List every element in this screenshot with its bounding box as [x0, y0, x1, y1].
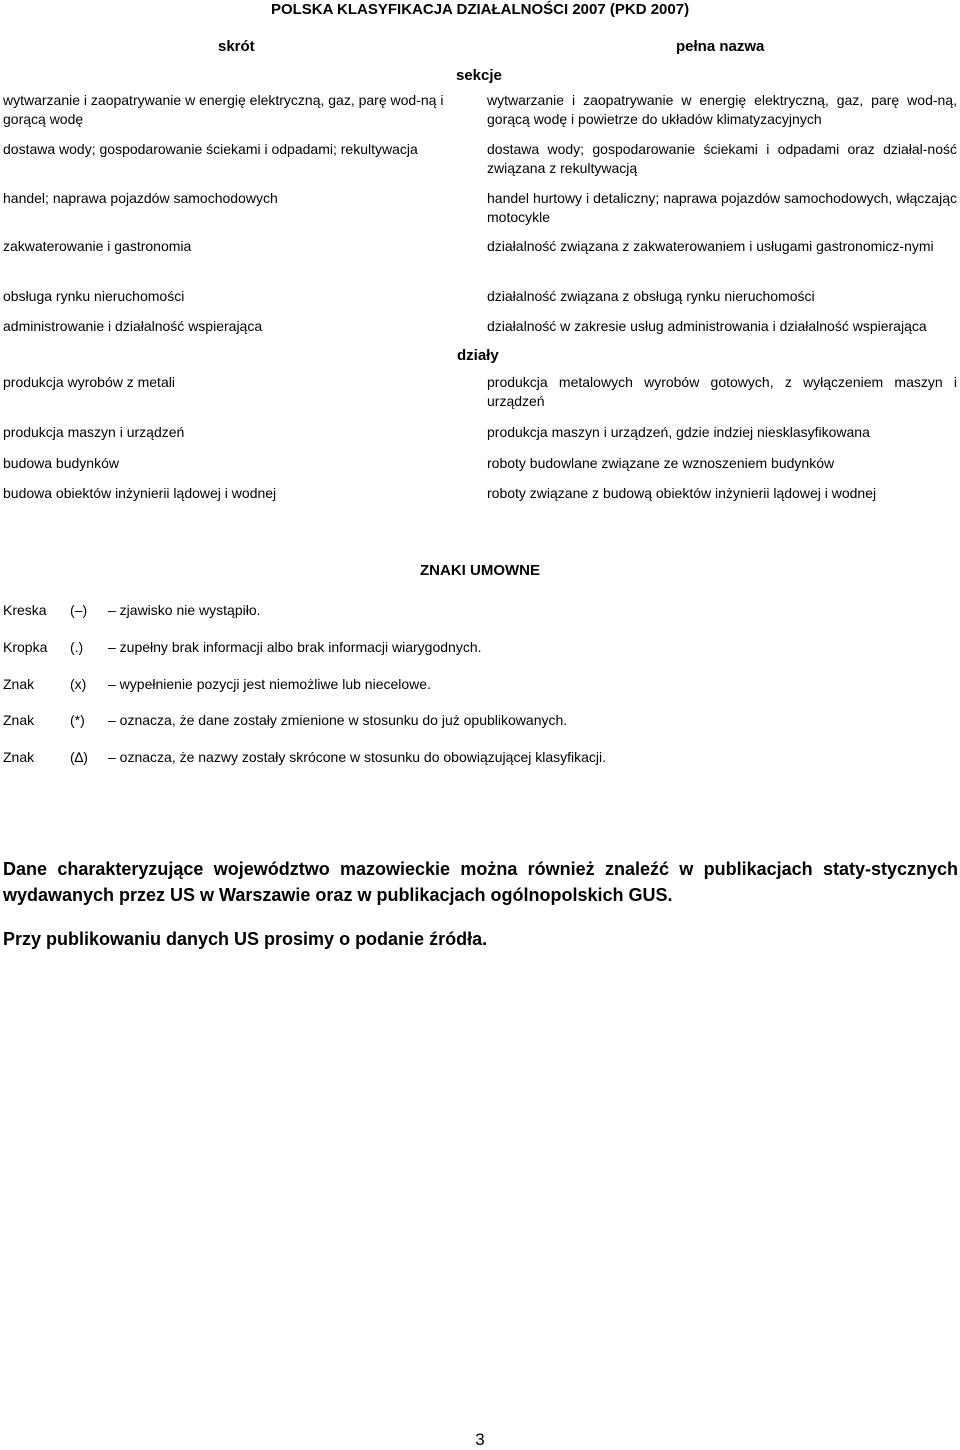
division-full-name: produkcja metalowych wyrobów gotowych, z wyłączeniem maszyn i urządzeń — [487, 374, 957, 409]
legend-row — [0, 639, 960, 659]
section-short-name: zakwaterowanie i gastronomia — [3, 238, 192, 254]
legend-term: Kreska — [3, 602, 47, 618]
division-short-name: budowa obiektów inżynierii lądowej i wodnej — [3, 485, 277, 501]
division-full-name: roboty budowlane związane ze wznoszeniem budynków — [487, 455, 835, 471]
legend-term: Znak — [3, 712, 35, 728]
section-short-name: handel; naprawa pojazdów samochodowych — [3, 190, 278, 206]
legend-term: Znak — [3, 676, 35, 692]
section-short-name: dostawa wody; gospodarowanie ściekami i odpadami; rekultywacja — [3, 141, 418, 157]
division-full-name: roboty związane z budową obiektów inżynierii lądowej i wodnej — [487, 485, 877, 501]
legend-description: – oznacza, że dane zostały zmienione w stosunku do już opublikowanych. — [108, 712, 568, 728]
page-title: POLSKA KLASYFIKACJA DZIAŁALNOŚCI 2007 (PKD 2007) — [270, 1, 690, 18]
legend-symbol: (*) — [70, 712, 85, 728]
section-short-name: wytwarzanie i zaopatrywanie w energię elektryczną, gaz, parę wod-ną i gorącą wodę — [3, 92, 444, 127]
legend-symbol: (x) — [70, 676, 87, 692]
section-short-name: administrowanie i działalność wspierająca — [3, 318, 263, 334]
section-short-name: obsługa rynku nieruchomości — [3, 288, 185, 304]
legend-description: – oznacza, że nazwy zostały skrócone w stosunku do obowiązującej klasyfikacji. — [108, 749, 607, 765]
section-full-name: wytwarzanie i zaopatrywanie w energię elektryczną, gaz, parę wod-ną, gorącą wodę i powietrze do układów klimatyzacyjnych — [487, 92, 957, 127]
header-short: skrót — [218, 38, 255, 55]
section-full-name: działalność związana z obsługą rynku nieruchomości — [487, 288, 815, 304]
legend-row — [0, 602, 960, 622]
section-full-name: działalność związana z zakwaterowaniem i usługami gastronomicz-nymi — [487, 238, 934, 254]
division-short-name: produkcja maszyn i urządzeń — [3, 424, 185, 440]
division-short-name: budowa budynków — [3, 455, 119, 471]
section-full-name: handel hurtowy i detaliczny; naprawa pojazdów samochodowych, włączając motocykle — [487, 190, 957, 225]
legend-term: Znak — [3, 749, 35, 765]
divisions-label: działy — [457, 347, 499, 364]
section-full-name: działalność w zakresie usług administrowania i działalność wspierająca — [487, 318, 927, 334]
page-number: 3 — [475, 1430, 485, 1449]
legend-symbol: (.) — [70, 639, 84, 655]
division-full-name: produkcja maszyn i urządzeń, gdzie indziej niesklasyfikowana — [487, 424, 870, 440]
legend-row — [0, 676, 960, 696]
legend-description: – zupełny brak informacji albo brak informacji wiarygodnych. — [108, 639, 482, 655]
division-short-name: produkcja wyrobów z metali — [3, 374, 175, 390]
legend-title: ZNAKI UMOWNE — [420, 562, 540, 579]
legend-row — [0, 712, 960, 732]
section-full-name: dostawa wody; gospodarowanie ściekami i odpadami oraz działal-ność związana z rekultywacją — [487, 141, 957, 176]
header-full: pełna nazwa — [676, 38, 765, 55]
sections-label: sekcje — [456, 67, 502, 84]
citation-note: Przy publikowaniu danych US prosimy o podanie źródła. — [3, 929, 488, 949]
legend-term: Kropka — [3, 639, 48, 655]
legend-row — [0, 749, 960, 769]
legend-symbol: (∆) — [70, 749, 88, 765]
legend-symbol: (–) — [70, 602, 88, 618]
publication-note: Dane charakteryzujące województwo mazowieckie można również znaleźć w publikacjach staty-stycznych wydawanych przez US w Warszawie oraz w publikacjach ogólnopolskich GUS. — [3, 859, 958, 905]
legend-description: – zjawisko nie wystąpiło. — [108, 602, 261, 618]
legend-description: – wypełnienie pozycji jest niemożliwe lub niecelowe. — [108, 676, 431, 692]
